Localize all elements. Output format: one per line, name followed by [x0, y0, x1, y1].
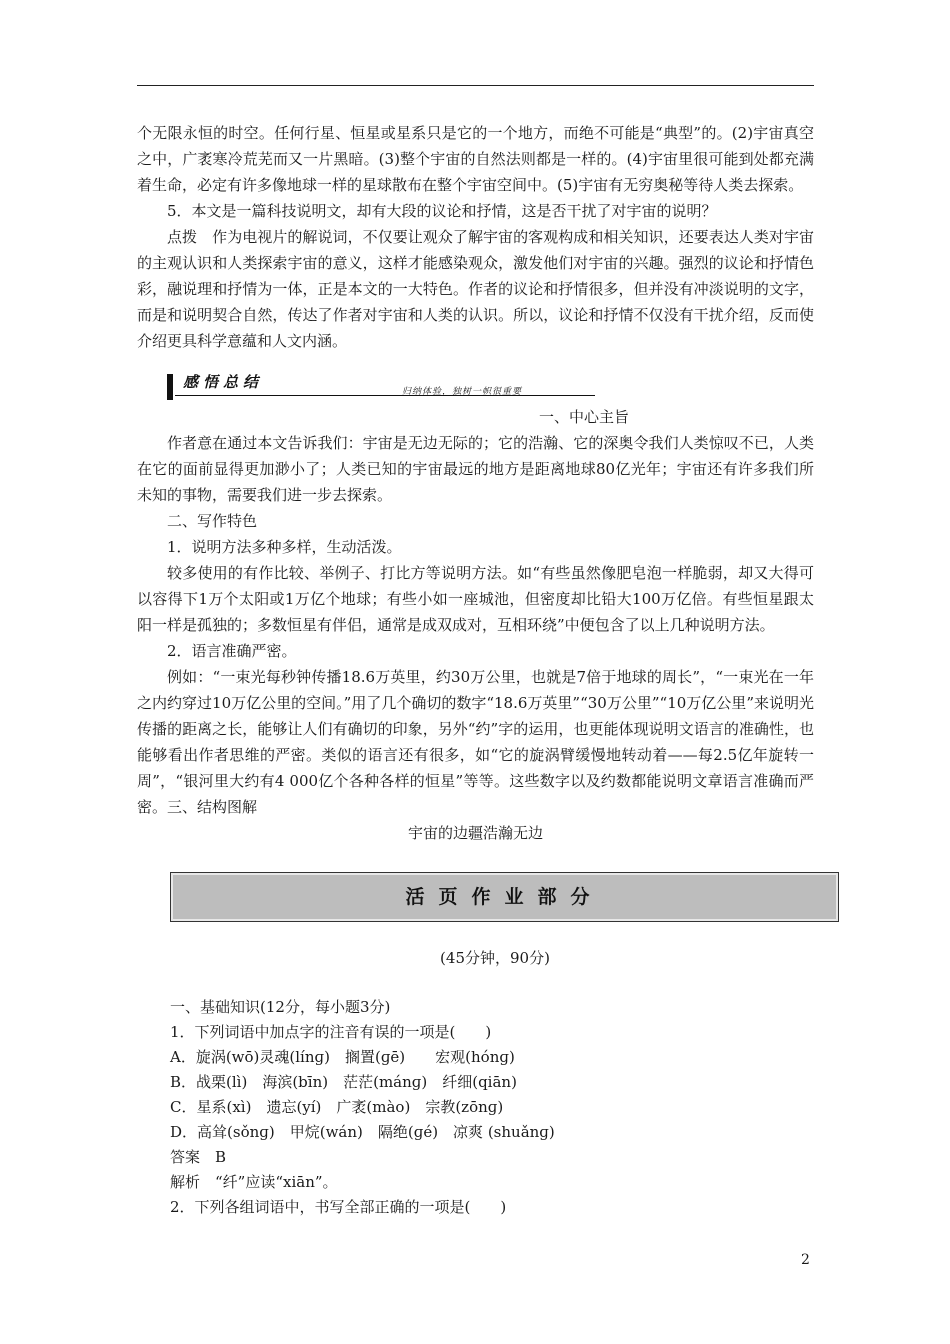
- time-and-score: (45分钟，90分): [440, 949, 550, 967]
- feature-1-paragraph: 较多使用的有作比较、举例子、打比方等说明方法。如“有些虽然像肥皂泡一样脆弱，却又大得可以容得下1万个太阳或1万亿个地球；有些小如一座城池，但密度却比铅大100万亿倍。有些恒星跟太阳一样是孤独的；多数恒星有伴侣，通常是成双成对，互相环绕”中便包含了以上几种说明方法。: [137, 564, 814, 634]
- structure-caption: 宇宙的边疆浩瀚无边: [407, 824, 543, 842]
- paragraph-continuation: 个无限永恒的时空。任何行星、恒星或星系只是它的一个地方，而绝不可能是“典型”的。(2)宇宙真空之中，广袤寒冷荒芜而又一片黑暗。(3)整个宇宙的自然法则都是一样的。(4)宇宙里很可能到处都充满着生命，必定有许多像地球一样的星球散布在整个宇宙空间中。(5)宇宙有无穷奥秘等待人类去探索。: [137, 124, 814, 194]
- section-header-summary: [137, 362, 814, 404]
- homework-banner: [170, 872, 839, 922]
- main-content: [137, 120, 814, 846]
- banner-title: 活页作业部分: [405, 886, 604, 908]
- section-underline: [175, 395, 595, 396]
- theme-paragraph: 作者意在通过本文告诉我们：宇宙是无边无际的；它的浩瀚、它的深奥令我们人类惊叹不已，人类在它的面前显得更加渺小了；人类已知的宇宙最远的地方是距离地球80亿光年；宇宙还有许多我们所未知的事物，需要我们进一步去探索。: [137, 434, 814, 504]
- section-title: 感悟总结: [183, 373, 264, 391]
- feature-2-paragraph: 例如：“一束光每秒钟传播18.6万英里，约30万公里，也就是7倍于地球的周长”，“一束光在一年之内约穿过10万亿公里的空间。”用了几个确切的数字“18.6万英里”“30万公里”“10万亿公里”来说明光传播的距离之长，能够让人们有确切的印象，另外“约”字的运用，也更能体现说明文语言的准确性，也能够看出作者思维的严密。类似的语言还有很多，如“它的旋涡臂缓慢地转动着——每2.5亿年旋转一周”，“银河里大约有4 000亿个各种各样的恒星”等等。这些数字以及约数都能说明文章语言准确而严密。三、结构图解: [137, 668, 814, 816]
- feature-item-2: 2．语言准确严密。: [167, 642, 297, 660]
- homework-section: [170, 946, 820, 1220]
- answer: 答案 B: [170, 1148, 227, 1166]
- option-d: D．高耸(sǒnɡ) 甲烷(wán) 隔绝(ɡé) 凉爽 (shuǎnɡ): [170, 1123, 555, 1141]
- section-marker-bar: [167, 374, 173, 400]
- feature-item-1: 1．说明方法多种多样，生动活泼。: [167, 538, 402, 556]
- section-subtitle: 归纳体验，独树一帜很重要: [402, 387, 523, 397]
- page-number: 2: [801, 1252, 810, 1268]
- heading-central-theme: 一、中心主旨: [538, 408, 629, 426]
- question-1: 1．下列词语中加点字的注音有误的一项是( ): [170, 1023, 492, 1041]
- header-rule: [137, 85, 814, 86]
- analysis: 解析 “纤”应读“xiān”。: [170, 1173, 338, 1191]
- question-5-explanation: 点拨 作为电视片的解说词，不仅要让观众了解宇宙的客观构成和相关知识，还要表达人类对宇宙的主观认识和人类探索宇宙的意义，这样才能感染观众，激发他们对宇宙的兴趣。强烈的议论和抒情色彩，融说理和抒情为一体，正是本文的一大特色。作者的议论和抒情很多，但并没有冲淡说明的文字，而是和说明契合自然，传达了作者对宇宙和人类的认识。所以，议论和抒情不仅没有干扰介绍，反而使介绍更具科学意蕴和人文内涵。: [137, 228, 814, 350]
- question-2: 2．下列各组词语中，书写全部正确的一项是( ): [170, 1198, 507, 1216]
- heading-writing-features: 二、写作特色: [167, 512, 258, 530]
- option-b: B．战栗(lì) 海滨(bīn) 茫茫(mánɡ) 纤细(qiān): [170, 1073, 517, 1091]
- option-c: C．星系(xì) 遗忘(yí) 广袤(mào) 宗教(zōnɡ): [170, 1098, 504, 1116]
- question-5: 5．本文是一篇科技说明文，却有大段的议论和抒情，这是否干扰了对宇宙的说明？: [167, 202, 717, 220]
- option-a: A．旋涡(wō)灵魂(línɡ) 搁置(ɡē) 宏观(hónɡ): [170, 1048, 515, 1066]
- basic-knowledge-heading: 一、基础知识(12分，每小题3分): [170, 998, 391, 1016]
